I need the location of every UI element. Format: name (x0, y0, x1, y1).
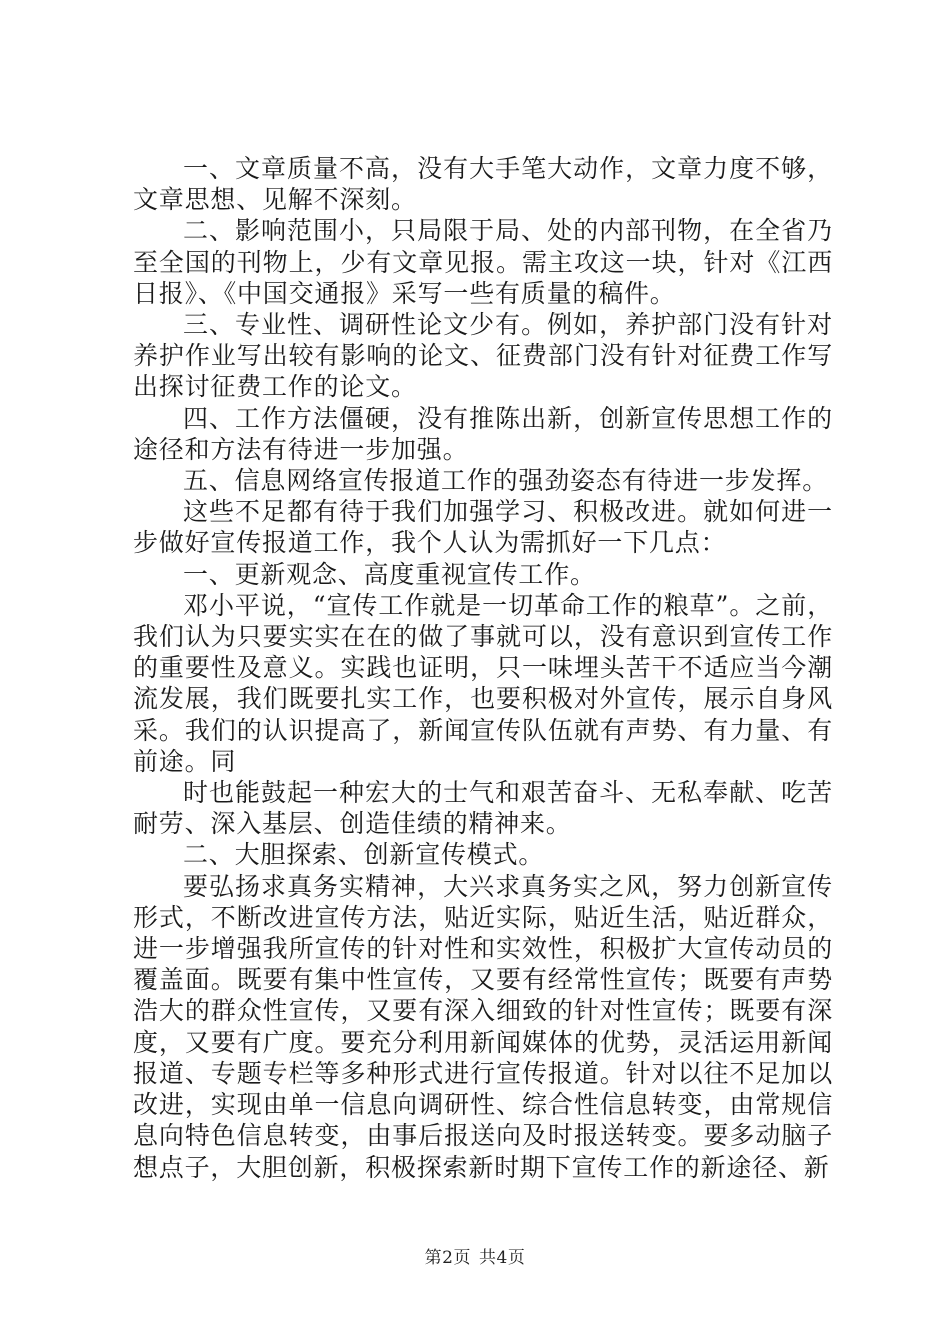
paragraph-issue-2: 二、影响范围小，只局限于局、处的内部刊物，在全省乃至全国的刊物上，少有文章见报。需主攻这一块，针对《江西日报》、《中国交通报》采写一些有质量的稿件。 (133, 216, 833, 308)
page-total: 共4页 (479, 1248, 526, 1268)
heading-point-1: 一、更新观念、高度重视宣传工作。 (183, 559, 596, 589)
paragraph-issue-5: 五、信息网络宣传报道工作的强劲姿态有待进一步发挥。 (183, 466, 829, 496)
paragraph-issue-3: 三、专业性、调研性论文少有。例如，养护部门没有针对养护作业写出较有影响的论文、征费部门没有针对征费工作写出探讨征费工作的论文。 (133, 310, 833, 402)
paragraph-issue-4: 四、工作方法僵硬，没有推陈出新，创新宣传思想工作的途径和方法有待进一步加强。 (133, 403, 833, 464)
heading-point-2: 二、大胆探索、创新宣传模式。 (183, 840, 545, 870)
page-number: 第2页 (424, 1248, 471, 1268)
paragraph-issue-1: 一、文章质量不高，没有大手笔大动作，文章力度不够，文章思想、见解不深刻。 (133, 154, 833, 215)
paragraph-point-1-continued: 时也能鼓起一种宏大的士气和艰苦奋斗、无私奉献、吃苦耐劳、深入基层、创造佳绩的精神来。 (133, 778, 833, 839)
page-footer (0, 1243, 950, 1268)
paragraph-transition: 这些不足都有待于我们加强学习、积极改进。就如何进一步做好宣传报道工作，我个人认为需抓好一下几点： (133, 497, 833, 558)
paragraph-point-2-body: 要弘扬求真务实精神，大兴求真务实之风，努力创新宣传形式，不断改进宣传方法，贴近实际，贴近生活，贴近群众，进一步增强我所宣传的针对性和实效性，积极扩大宣传动员的覆盖面。既要有集中性宣传，又要有经常性宣传；既要有声势浩大的群众性宣传，又要有深入细致的针对性宣传；既要有深度，又要有广度。要充分利用新闻媒体的优势，灵活运用新闻报道、专题专栏等多种形式进行宣传报道。针对以往不足加以改进，实现由单一信息向调研性、综合性信息转变，由常规信息向特色信息转变，由事后报送向及时报送转变。要多动脑子想点子，大胆创新，积极探索新时期下宣传工作的新途径、新 (133, 871, 833, 1182)
paragraph-point-1-body: 邓小平说，“宣传工作就是一切革命工作的粮草”。之前，我们认为只要实实在在的做了事就可以，没有意识到宣传工作的重要性及意义。实践也证明，只一味埋头苦干不适应当今潮流发展，我们既要扎实工作，也要积极对外宣传，展示自身风采。我们的认识提高了，新闻宣传队伍就有声势、有力量、有前途。同 (133, 590, 833, 776)
document-body (133, 153, 833, 1183)
